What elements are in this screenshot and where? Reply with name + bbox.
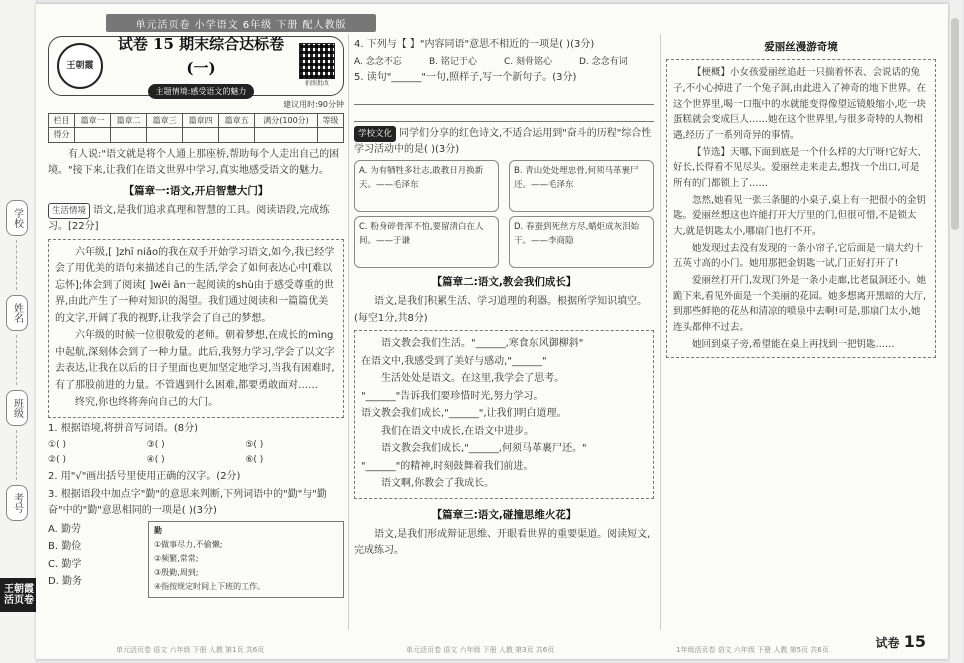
question-3: 3. 根据语段中加点字"勤"的意思来判断,下列词语中的"勤"与"勤奋"中的"勤"意思相同的一项是( )(3分): [48, 488, 327, 517]
score-cell: 篇章一: [75, 114, 111, 128]
story-paragraph: 【节选】天哪,下面到底是一个什么样的大厅呀!它好大、好长,长得看不见尽头。爱丽丝走来走去,想找一个出口,可是所有的门都锁上了……: [673, 146, 927, 190]
page-footer: 单元活页卷 语文 六年级 下册 人教 第1页 共6页: [116, 646, 265, 654]
option-card[interactable]: B. 青山处处埋忠骨,何须马革裹尸还。——毛泽东: [509, 160, 654, 212]
strip-divider: [16, 240, 17, 290]
title-area: [111, 32, 291, 101]
definition: ②频繁,常常;: [154, 553, 199, 563]
passage-paragraph: 六年级的时候一位很敬爱的老师。朝着梦想,在成长的mìng中起航,深刻体会到了一种力量。此后,我努力学习,学会了以文字去表达,让我在以后的日子里面也更加坚定地学习,当我有困难时,有了那股前进的力量。不管遇到什么困难,都要勇敢面对……: [55, 330, 335, 391]
story-paragraph: 爱丽丝打开门,发现门外是一条小走廊,比老鼠洞还小。她跪下来,看见外面是一个美丽的花园。她多想离开黑暗的大厅,到那些鲜艳的花丛和清凉的喷泉中去啊!可是,那扇门太小,她连头都伸不过去。: [673, 275, 927, 334]
strip-tab-name: 姓名: [6, 295, 28, 331]
score-header-row: [49, 114, 344, 128]
strip-tab-number: 考号: [6, 485, 28, 521]
binding-strip: [0, 0, 37, 663]
option[interactable]: A. 念念不忘: [354, 56, 402, 67]
q3-options: [48, 521, 138, 598]
answer-blank[interactable]: ①( ): [48, 440, 66, 451]
option-card[interactable]: D. 春蚕到死丝方尽,蜡炬成灰泪始干。——李商隐: [509, 216, 654, 268]
qr-label: 拍照批改: [304, 80, 329, 88]
column-2: [354, 36, 654, 561]
fill-line: 我们在语文中成长,在语文中进步。: [381, 425, 535, 437]
brand-logo: [0, 578, 38, 612]
page-number-value: 15: [903, 632, 926, 651]
fill-line[interactable]: 语文教会我们生活。"______,寒食东风御柳斜": [381, 338, 584, 350]
option[interactable]: D. 勤务: [48, 576, 83, 588]
definition: ③殷勤,周到;: [154, 568, 199, 578]
option[interactable]: D. 念念有词: [579, 56, 628, 67]
fill-in-passage: [354, 330, 654, 499]
fill-line[interactable]: 语文教会我们成长,"______",让我们明白道理。: [361, 408, 567, 420]
story-passage: [666, 59, 936, 358]
question-6: 同学们分享的红色诗文,不适合运用到"奋斗的历程"综合性学习活动中的是( )(3分): [354, 127, 652, 156]
context-tag: 学校文化: [354, 126, 396, 142]
option[interactable]: B. 勤俭: [48, 541, 82, 553]
score-input-cell[interactable]: [75, 128, 111, 142]
fill-line: 语文啊,你教会了我成长。: [381, 478, 495, 490]
scrollbar-thumb[interactable]: [951, 18, 959, 230]
vertical-scrollbar[interactable]: [950, 0, 962, 663]
story-paragraph: 【梗概】小女孩爱丽丝追赶一只揣着怀表、会说话的兔子,不小心掉进了一个兔子洞,由此进入了神奇的地下世界。在这个世界里,喝一口瓶中的水就能变得像望远镜般缩小,吃一块蛋糕就会变成巨人……她在这个世界里,与很多奇特的人物相遇,经历了一系列奇异的事情。: [673, 67, 927, 141]
passage-paragraph: 终究,你也终将奔向自己的大门。: [75, 397, 219, 409]
page-label: 试卷: [875, 636, 900, 650]
title-block: [48, 36, 344, 96]
score-cell: 等级: [317, 114, 343, 128]
question-1: 1. 根据语境,将拼音写词语。(8分): [48, 422, 199, 434]
score-cell: 篇章三: [147, 114, 183, 128]
question-4: 4. 下列与【 】"内容同语"意思不相近的一项是( )(3分): [354, 39, 595, 50]
option[interactable]: C. 刻骨铭心: [504, 56, 553, 67]
publisher-logo: 王朝霞: [57, 43, 103, 89]
score-cell: 满分(100分): [255, 114, 318, 128]
page-footer: 单元活页卷 语文 六年级 下册 人教 第3页 共6页: [406, 646, 555, 654]
story-title: 爱丽丝漫游奇境: [764, 41, 838, 53]
section-2-instruction: 语文,是我们积累生活、学习道理的利器。根据所学知识填空。(每空1分,共8分): [354, 296, 648, 324]
section-1-instruction: 语文,是我们追求真理和智慧的工具。阅读语段,完成练习。[22分]: [48, 204, 330, 233]
qr-code-icon[interactable]: [299, 43, 335, 79]
score-cell: 篇章五: [219, 114, 255, 128]
fill-line[interactable]: 语文教会我们成长,"______,何须马革裹尸还。": [381, 443, 587, 455]
score-input-cell[interactable]: [111, 128, 147, 142]
column-divider: [348, 34, 349, 630]
question-5: 5. 读句"______"一句,照样子,写一个新句子。(3分): [354, 72, 577, 84]
page-footer: 1年级活页卷 语文 六年级 下册 人教 第5页 共6页: [676, 646, 829, 654]
answer-blank[interactable]: ③( ): [146, 440, 165, 451]
story-paragraph: 她发现过去没有发现的一条小帘子,它后面是一扇大约十五英寸高的小门。她用那把金钥匙一试,门正好打开了!: [673, 242, 924, 270]
section-heading-3: 【篇章三:语文,碰撞思维火花】: [431, 508, 577, 521]
strip-tab-school: 学校: [6, 200, 28, 236]
score-cell: 篇章二: [111, 114, 147, 128]
section-heading-1: 【篇章一:语文,开启智慧大门】: [123, 184, 269, 197]
score-cell: 栏目: [49, 114, 75, 128]
option-card[interactable]: A. 为有牺牲多壮志,敢教日月换新天。——毛泽东: [354, 160, 499, 212]
score-input-cell[interactable]: [147, 128, 183, 142]
answer-line[interactable]: [354, 88, 654, 105]
strip-tab-class: 班级: [6, 390, 28, 426]
section-3-instruction: 语文,是我们形成辩证思维、开眼看世界的重要渠道。阅读短文,完成练习。: [354, 528, 651, 557]
brand-sub: 活页卷: [4, 595, 34, 606]
fill-line: 生活处处是语文。在这里,我学会了思考。: [381, 373, 565, 385]
score-input-cell[interactable]: [255, 128, 318, 142]
q1-answer-grid: [48, 438, 344, 468]
score-value-row: [49, 128, 344, 142]
score-cell: 篇章四: [183, 114, 219, 128]
brand-name: 王朝霞: [4, 584, 34, 595]
suggested-time: 建议用时:90分钟: [283, 100, 344, 109]
answer-blank[interactable]: ④( ): [146, 455, 165, 466]
column-3: [666, 36, 936, 361]
reading-passage: [48, 239, 344, 418]
dictionary-headword: 勤: [154, 525, 162, 535]
intro-paragraph: 有人说:"语文就是将个人通上那座桥,帮助每个人走出自己的困境。"接下来,让我们在语文世界中学习,真实地感受语文的魅力。: [48, 148, 340, 177]
strip-divider: [16, 430, 17, 480]
page-number: [876, 632, 926, 651]
score-input-cell[interactable]: [183, 128, 219, 142]
answer-blank[interactable]: ②( ): [48, 455, 66, 466]
score-input-cell[interactable]: [317, 128, 343, 142]
fill-line[interactable]: 在语文中,我感受到了美好与感动,"______": [361, 355, 547, 367]
qr-area[interactable]: [299, 43, 335, 89]
fill-line[interactable]: "______"的精神,时刻鼓舞着我们前进。: [361, 460, 534, 472]
answer-blank[interactable]: ⑥( ): [245, 455, 264, 466]
question-2: 2. 用"√"画出括号里使用正确的汉字。(2分): [48, 471, 241, 483]
score-input-cell[interactable]: [219, 128, 255, 142]
definition: ④指按规定时间上下班的工作。: [154, 582, 266, 592]
option[interactable]: B. 铭记于心: [429, 56, 477, 67]
story-paragraph: 她回到桌子旁,希望能在桌上再找到一把钥匙……: [692, 338, 895, 350]
exam-title: 试卷 15 期末综合达标卷(一): [117, 34, 285, 78]
document-page: [36, 4, 948, 659]
definition: ①做事尽力,不偷懒;: [154, 539, 223, 549]
answer-line[interactable]: [354, 105, 654, 122]
context-tag: 生活情境: [48, 203, 90, 219]
page-header: 单元活页卷 小学语文 6年级 下册 配人教版: [106, 14, 376, 32]
strip-divider: [16, 335, 17, 385]
exam-subtitle: 主题情境:感受语文的魅力: [148, 84, 255, 99]
answer-blank[interactable]: ⑤( ): [245, 440, 264, 451]
option[interactable]: A. 勤劳: [48, 523, 82, 535]
section-heading-2: 【篇章二:语文,教会我们成长】: [431, 275, 577, 288]
passage-paragraph: 六年级,[ ]zhī niǎo的我在双手开始学习语文,如今,我已经学会了用优美的语句来描述自己的生活,学会了如何表达心中[难以忘怀];体会到了阅读[ ]wěi ān一起阅读的shù由于感受尊重的世界,由此产生了一种对知识的渴望。我们通过阅读和一篇篇优美的文字,开阔了我的视野,让我学会了自己的梦想。: [55, 246, 335, 324]
story-paragraph: 忽然,她看见一张三条腿的小桌子,桌上有一把很小的金钥匙。爱丽丝想这也许能打开大厅里的门,但很可惜,不是锁太大,就是钥匙太小,哪扇门也打不开。: [673, 194, 927, 238]
column-divider: [660, 34, 661, 630]
q3-options-area: [48, 521, 344, 598]
option[interactable]: C. 勤学: [48, 558, 82, 570]
option-card[interactable]: C. 粉身碎骨浑不怕,要留清白在人间。——于谦: [354, 216, 499, 268]
column-1: [48, 36, 344, 598]
score-cell: 得分: [49, 128, 75, 142]
dictionary-box: [148, 521, 344, 598]
fill-line[interactable]: "______"告诉我们要珍惜时光,努力学习。: [361, 390, 544, 402]
score-table: [48, 113, 344, 142]
q4-options: [354, 55, 654, 70]
q6-options: [354, 160, 654, 268]
